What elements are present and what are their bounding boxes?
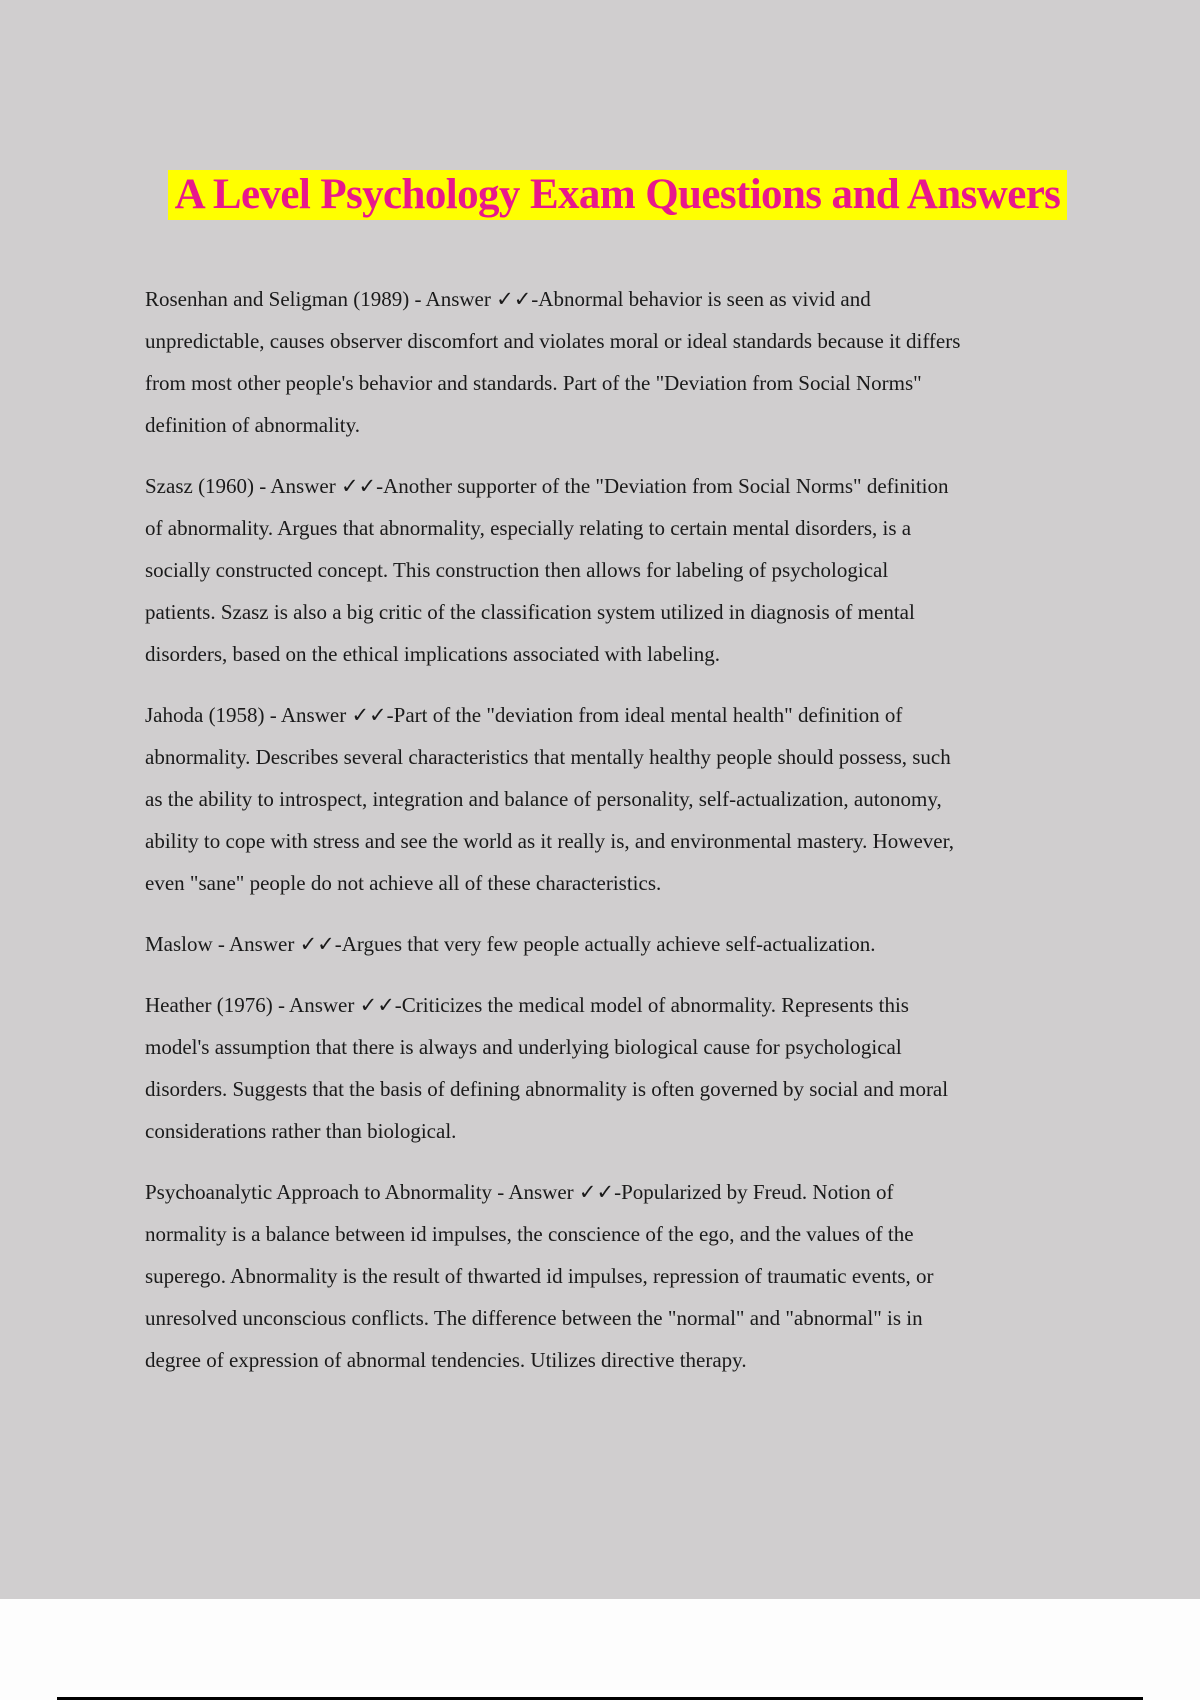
qa-paragraph xyxy=(145,465,1095,675)
text-line: unresolved unconscious conflicts. The difference between the "normal" and "abnormal" is in xyxy=(145,1306,923,1330)
text-line: unpredictable, causes observer discomfort and violates moral or ideal standards because it differs xyxy=(145,329,961,353)
qa-paragraph xyxy=(145,923,1095,965)
text-line: superego. Abnormality is the result of thwarted id impulses, repression of traumatic events, or xyxy=(145,1264,934,1288)
text-line: Jahoda (1958) - Answer ✓✓-Part of the "deviation from ideal mental health" definition of xyxy=(145,703,903,727)
text-line: Maslow - Answer ✓✓-Argues that very few people actually achieve self-actualization. xyxy=(145,932,876,956)
text-line: abnormality. Describes several characteristics that mentally healthy people should possess, such xyxy=(145,745,951,769)
text-line: definition of abnormality. xyxy=(145,413,361,437)
text-line: disorders, based on the ethical implications associated with labeling. xyxy=(145,642,721,666)
text-line: ability to cope with stress and see the world as it really is, and environmental mastery. However, xyxy=(145,829,954,853)
text-line: Szasz (1960) - Answer ✓✓-Another supporter of the "Deviation from Social Norms" definition xyxy=(145,474,949,498)
text-line: even "sane" people do not achieve all of these characteristics. xyxy=(145,871,662,895)
text-line: disorders. Suggests that the basis of defining abnormality is often governed by social and moral xyxy=(145,1077,949,1101)
qa-paragraph xyxy=(145,1171,1095,1381)
text-line: socially constructed concept. This construction then allows for labeling of psychological xyxy=(145,558,889,582)
text-line: Psychoanalytic Approach to Abnormality - Answer ✓✓-Popularized by Freud. Notion of xyxy=(145,1180,894,1204)
qa-paragraph xyxy=(145,694,1095,904)
text-line: normality is a balance between id impulses, the conscience of the ego, and the values of the xyxy=(145,1222,914,1246)
text-line: Rosenhan and Seligman (1989) - Answer ✓✓-Abnormal behavior is seen as vivid and xyxy=(145,287,871,311)
qa-paragraph xyxy=(145,984,1095,1152)
text-line: degree of expression of abnormal tendencies. Utilizes directive therapy. xyxy=(145,1348,747,1372)
text-line: as the ability to introspect, integration and balance of personality, self-actualization, autonomy, xyxy=(145,787,942,811)
document-body xyxy=(145,278,1095,1400)
text-line: considerations rather than biological. xyxy=(145,1119,457,1143)
text-line: patients. Szasz is also a big critic of the classification system utilized in diagnosis of mental xyxy=(145,600,915,624)
text-line: of abnormality. Argues that abnormality, especially relating to certain mental disorders, is a xyxy=(145,516,912,540)
text-line: model's assumption that there is always and underlying biological cause for psychological xyxy=(145,1035,902,1059)
text-line: from most other people's behavior and standards. Part of the "Deviation from Social Norms" xyxy=(145,371,922,395)
document-title: A Level Psychology Exam Questions and Answers xyxy=(168,170,1067,220)
qa-paragraph xyxy=(145,278,1095,446)
text-line: Heather (1976) - Answer ✓✓-Criticizes the medical model of abnormality. Represents this xyxy=(145,993,909,1017)
